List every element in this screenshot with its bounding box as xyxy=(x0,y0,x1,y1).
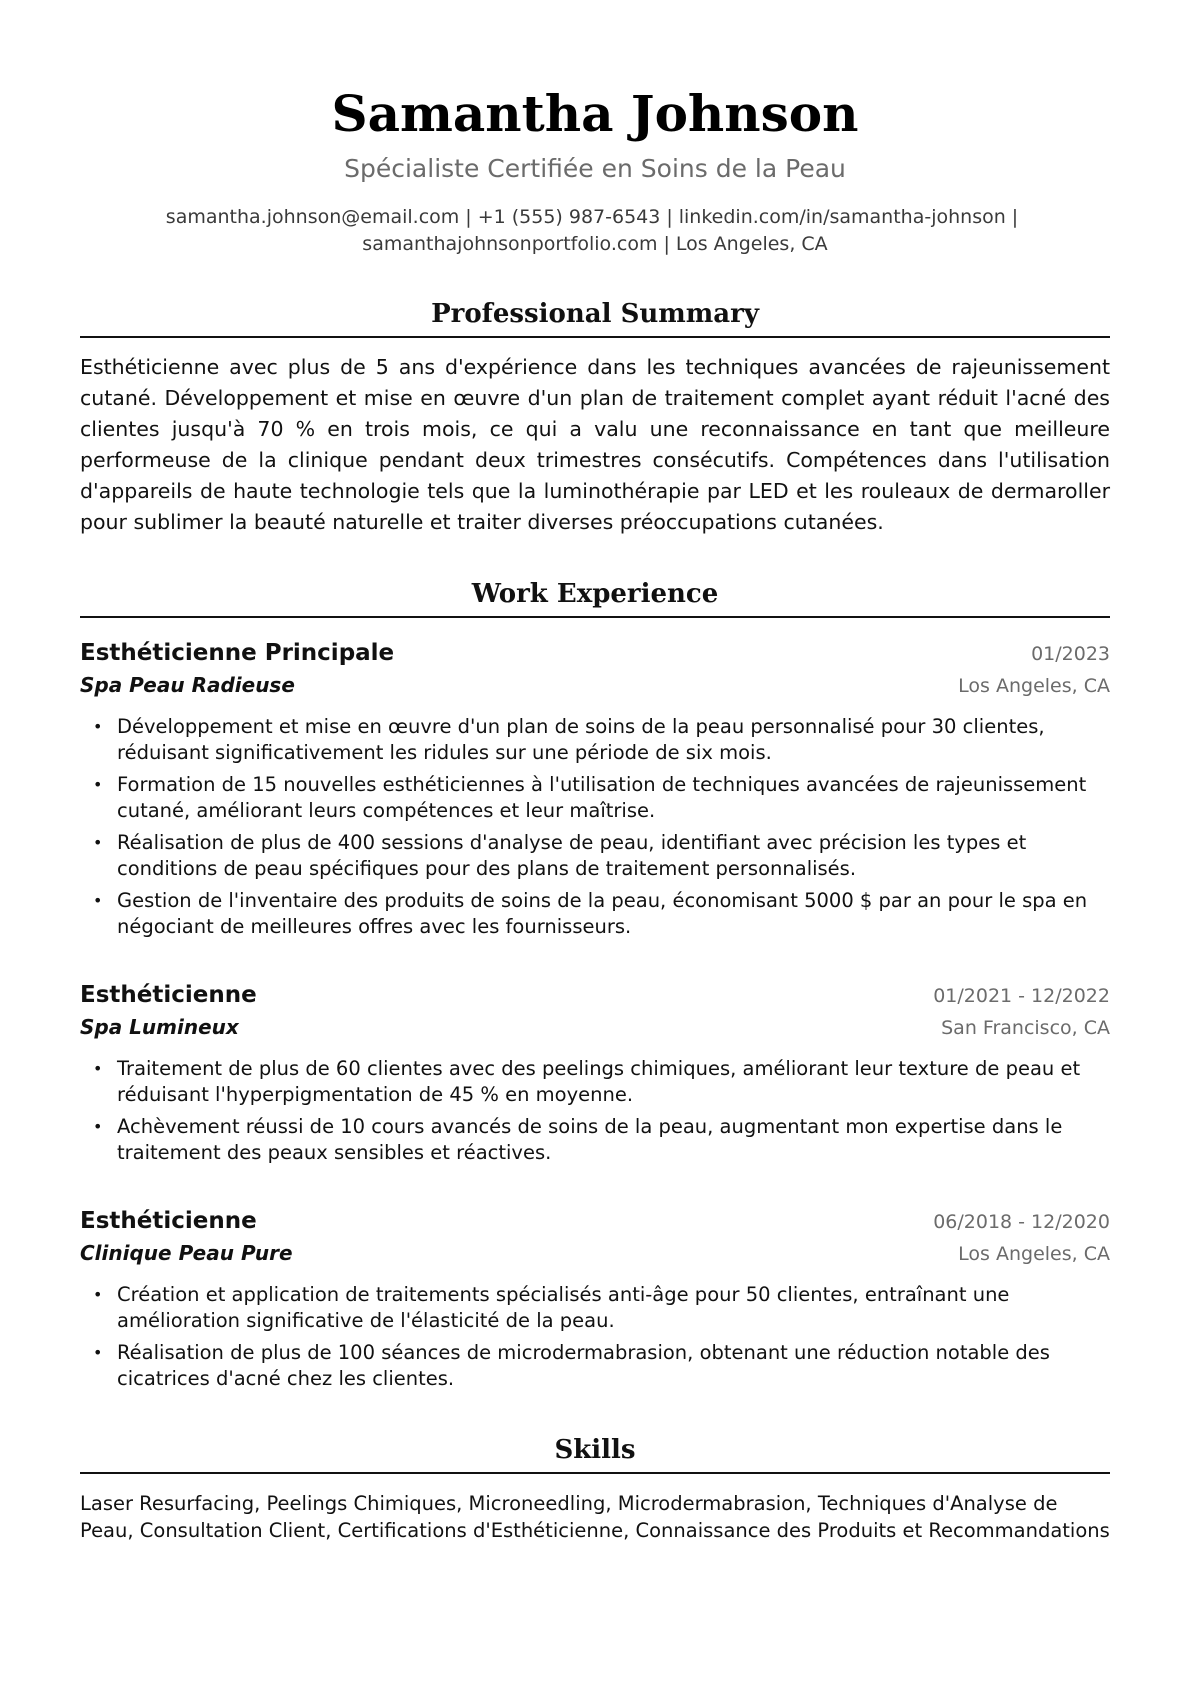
summary-text: Esthéticienne avec plus de 5 ans d'expérience dans les techniques avancées de rajeunissement cutané. Développement et mise en œuvre d'un plan de traitement complet ayant réduit l'acné des clientes jusqu'à 70 % en trois mois, ce qui a valu une reconnaissance en tant que meilleure performeuse de la clinique pendant deux trimestres consécutifs. Compétences dans l'utilisation d'appareils de haute technologie tels que la luminothérapie par LED et les rouleaux de dermaroller pour sublimer la beauté naturelle et traiter diverses préoccupations cutanées. xyxy=(80,355,1110,534)
contact-portfolio[interactable]: samanthajohnsonportfolio.com xyxy=(362,233,658,255)
contact-info xyxy=(145,204,1045,258)
job-entry xyxy=(80,1204,1110,1392)
contact-linkedin[interactable]: linkedin.com/in/samantha-johnson xyxy=(678,206,1006,228)
company-name: Spa Lumineux xyxy=(80,1015,239,1039)
job-title: Esthéticienne Principale xyxy=(80,640,395,666)
summary-heading: Professional Summary xyxy=(80,298,1110,338)
job-title: Esthéticienne xyxy=(80,982,257,1008)
experience-section xyxy=(80,578,1110,1392)
job-entry xyxy=(80,978,1110,1166)
job-bullet: • Achèvement réussi de 10 cours avancés de soins de la peau, augmentant mon expertise dans le traitement des peaux sensibles et réactives. xyxy=(80,1114,1110,1166)
job-subtitle: Spécialiste Certifiée en Soins de la Peau xyxy=(344,154,846,183)
job-bullet: • Réalisation de plus de 400 sessions d'analyse de peau, identifiant avec précision les types et conditions de peau spécifiques pour des plans de traitement personnalisés. xyxy=(80,830,1110,882)
job-bullet: • Développement et mise en œuvre d'un plan de soins de la peau personnalisé pour 30 clientes, réduisant significativement les ridules sur une période de six mois. xyxy=(80,714,1110,766)
skills-section xyxy=(80,1434,1110,1544)
skills-heading: Skills xyxy=(80,1434,1110,1474)
job-bullet: • Création et application de traitements spécialisés anti-âge pour 50 clientes, entraînant une amélioration significative de l'élasticité de la peau. xyxy=(80,1282,1110,1334)
job-dates: 01/2023 xyxy=(1031,643,1110,665)
contact-email[interactable]: samantha.johnson@email.com xyxy=(165,206,460,228)
job-dates: 06/2018 - 12/2020 xyxy=(933,1211,1110,1233)
job-location: San Francisco, CA xyxy=(941,1017,1110,1039)
summary-section xyxy=(80,298,1110,538)
contact-separator: | xyxy=(1011,206,1019,228)
job-title: Esthéticienne xyxy=(80,1208,257,1234)
company-name: Clinique Peau Pure xyxy=(80,1241,293,1265)
contact-separator: | xyxy=(465,206,472,228)
job-bullet: • Formation de 15 nouvelles esthéticiennes à l'utilisation de techniques avancées de rajeunissement cutané, améliorant leurs compétences et leur maîtrise. xyxy=(80,772,1110,824)
candidate-name: Samantha Johnson xyxy=(331,84,859,143)
contact-separator: | xyxy=(663,233,670,255)
job-bullets xyxy=(80,714,1110,940)
experience-heading: Work Experience xyxy=(80,578,1110,618)
contact-separator: | xyxy=(666,206,673,228)
contact-location: Los Angeles, CA xyxy=(675,233,828,255)
company-name: Spa Peau Radieuse xyxy=(80,673,295,697)
job-location: Los Angeles, CA xyxy=(958,1243,1110,1265)
job-bullet: • Traitement de plus de 60 clientes avec des peelings chimiques, améliorant leur texture de peau et réduisant l'hyperpigmentation de 45 % en moyenne. xyxy=(80,1056,1110,1108)
job-bullets xyxy=(80,1282,1110,1392)
job-bullet: • Réalisation de plus de 100 séances de microdermabrasion, obtenant une réduction notable des cicatrices d'acné chez les clientes. xyxy=(80,1340,1110,1392)
job-bullets xyxy=(80,1056,1110,1166)
job-bullet: • Gestion de l'inventaire des produits de soins de la peau, économisant 5000 $ par an pour le spa en négociant de meilleures offres avec les fournisseurs. xyxy=(80,888,1110,940)
job-entry xyxy=(80,636,1110,940)
job-dates: 01/2021 - 12/2022 xyxy=(933,985,1110,1007)
contact-phone[interactable]: +1 (555) 987-6543 xyxy=(477,206,661,228)
resume-header xyxy=(80,0,1110,258)
skills-list: Laser Resurfacing, Peelings Chimiques, Microneedling, Microdermabrasion, Techniques d'Analyse de Peau, Consultation Client, Certifications d'Esthéticienne, Connaissance des Produits et Recommandations xyxy=(80,1492,1110,1542)
job-location: Los Angeles, CA xyxy=(958,675,1110,697)
